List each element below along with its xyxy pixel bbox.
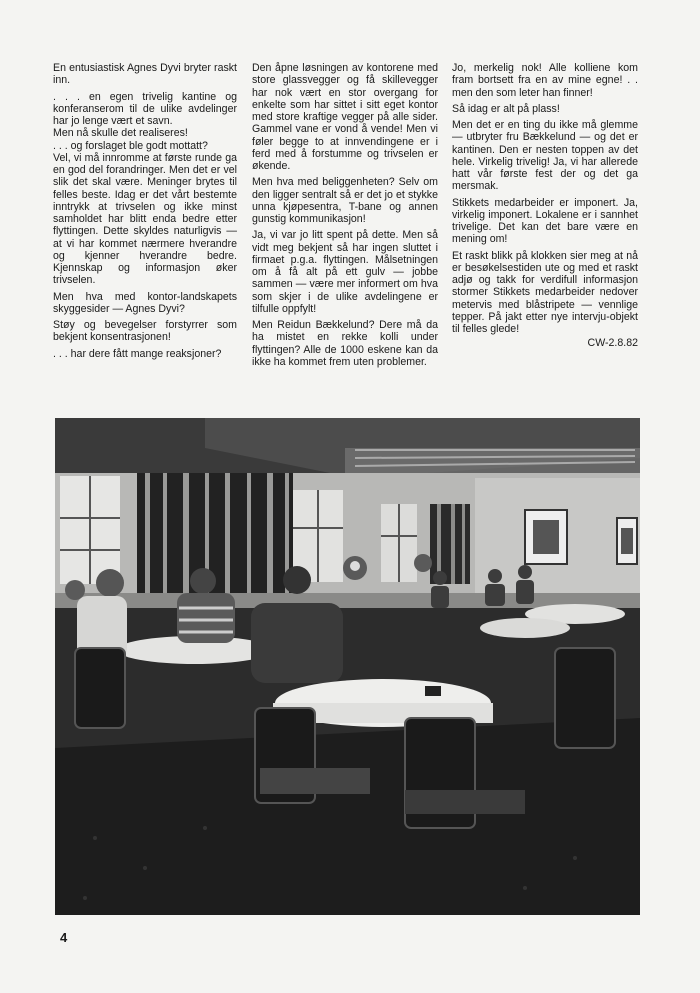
article-column-3: [452, 62, 638, 350]
paragraph: Men det er en ting du ikke må glemme — utbryter fru Bækkelund — og det er kantinen. Den er nesten toppen av det hele. Virkelig trivelig! Ja, vi har allerede hatt vår første fest der og det ga mersmak.: [452, 119, 638, 193]
article-column-2: [252, 62, 438, 372]
paragraph: En entusiastisk Agnes Dyvi bryter raskt inn.: [53, 62, 237, 87]
paragraph: Ja, vi var jo litt spent på dette. Men så vidt meg bekjent så har ingen sluttet i firmaet p.g.a. flyttingen. Målsetningen om å få alt på ett gulv — jobbe sammen — være mer informert om hva som skjer i de ulike avdelingene er tilfulle oppfylt!: [252, 229, 438, 315]
paragraph: Men Reidun Bækkelund? Dere må da ha mistet en rekke kolli under flyttingen? Alle de 1000 eskene kan da ikke ha kommet frem uten problemer.: [252, 319, 438, 368]
paragraph: . . . og forslaget ble godt mottatt?: [53, 139, 208, 152]
canteen-photo-drawing: [55, 418, 640, 915]
paragraph: Den åpne løsningen av kontorene med store glassvegger og få skillevegger har nok vært en stor overgang for enkelte som har sittet i sitt eget kontor med store kraftige vegger på alle sider. Gammel vane er vond å vende! Men vi føler begge to at innvendingene er i ferd med å forstumme og trivselen er økende.: [252, 62, 438, 172]
paragraph: Så idag er alt på plass!: [452, 102, 560, 115]
author-signature: CW-2.8.82: [587, 337, 638, 350]
article-column-1: [53, 62, 237, 364]
paragraph: Støy og bevegelser forstyrrer som bekjent konsentrasjonen!: [53, 319, 237, 344]
canteen-photo: [55, 418, 640, 915]
paragraph: Vel, vi må innromme at første runde ga en god del forandringer. Men det er vel slik det skal være. Meninger brytes til felles beste. Idag er det vårt bestemte inntrykk at trivselen og ikke minst samholdet har blitt enda bedre etter flyttingen. Dette skyldes naturligvis — at vi har kommet nærmere hverandre og kjenner hverandre bedre. Kjennskap og informasjon øker trivselen.: [53, 151, 237, 287]
paragraph: Men nå skulle det realiseres!: [53, 127, 188, 140]
paragraph: Men hva med kontor-landskapets skyggesider — Agnes Dyvi?: [53, 290, 237, 315]
paragraph: Men hva med beliggenheten? Selv om den ligger sentralt så er det jo et stykke unna kjøpesentra, T-bane og annen gunstig kommunikasjon!: [252, 176, 438, 225]
page-number: 4: [60, 930, 68, 945]
paragraph: . . . en egen trivelig kantine og konferanserom til de ulike avdelinger har jo lenge vært et savn.: [53, 90, 237, 127]
paragraph: Jo, merkelig nok! Alle kolliene kom fram bortsett fra en av mine egne! . . men den som leter han finner!: [452, 62, 638, 99]
paragraph: Et raskt blikk på klokken sier meg at nå er besøkelsestiden ute og med et raskt adjø og takk for verdifull informasjon stormer Stikkets medarbeider nedover metervis med blåstripete — vennlige tepper. På jakt etter nye intervju-objekt til felles glede!: [452, 249, 638, 335]
paragraph: . . . har dere fått mange reaksjoner?: [53, 347, 222, 360]
paragraph: Stikkets medarbeider er imponert. Ja, virkelig imponert. Lokalene er i sannhet trivelige. Det kan det bare være en mening om!: [452, 196, 638, 246]
